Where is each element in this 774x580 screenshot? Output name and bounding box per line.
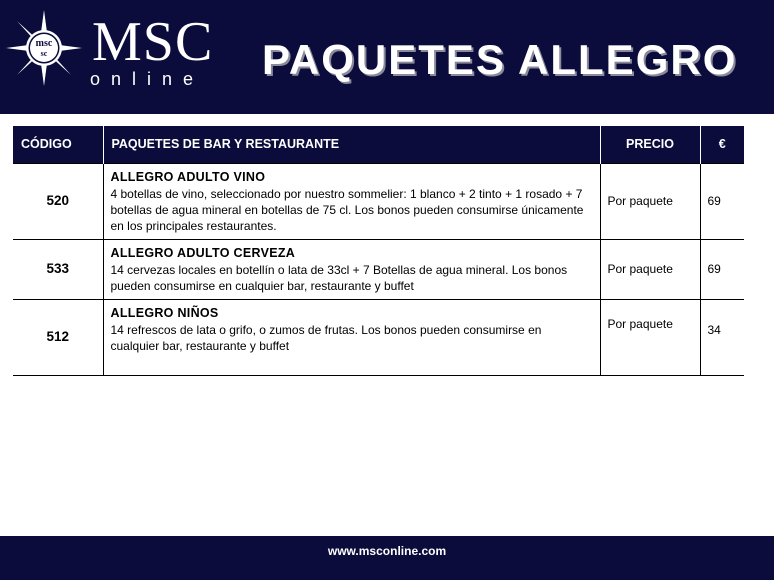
package-code: 533 [13,239,103,299]
package-details [103,163,600,239]
package-code: 512 [13,299,103,375]
package-price: 34 [700,299,744,375]
column-header-code: CÓDIGO [13,126,103,163]
package-name: ALLEGRO ADULTO CERVEZA [110,245,296,260]
package-details [103,239,600,299]
logo-mark-text: msc [35,38,53,49]
msc-online-logo[interactable] [6,8,226,88]
page-footer [0,536,774,580]
package-price-unit: Por paquete [600,239,700,299]
table-row [13,299,744,375]
package-name: ALLEGRO ADULTO VINO [110,169,266,184]
column-header-price: PRECIO [600,126,700,163]
page-title: PAQUETES ALLEGRO [262,36,738,83]
package-price-unit: Por paquete [600,299,700,375]
table-header-row [13,126,744,163]
packages-table [13,126,744,376]
package-details [103,299,600,375]
logo-mark-text-bottom: sc [40,49,48,58]
logo-tagline-text: online [90,69,205,89]
package-description: 14 refrescos de lata o grifo, o zumos de frutas. Los bonos pueden consumirse en cualquier bar, restaurante y buffet [110,322,542,353]
table-row [13,163,744,239]
package-price-unit: Por paquete [600,163,700,239]
page-header [0,0,774,114]
package-price: 69 [700,163,744,239]
package-description: 14 cervezas locales en botellín o lata de 33cl + 7 Botellas de agua mineral. Los bonos pueden consumirse en cualquier bar, restaurante y buffet [110,262,568,293]
table-row [13,239,744,299]
column-header-euro: € [700,126,744,163]
package-code: 520 [13,163,103,239]
package-price: 69 [700,239,744,299]
packages-table-container [13,126,744,376]
package-description: 4 botellas de vino, seleccionado por nuestro sommelier: 1 blanco + 2 tinto + 1 rosado + 7 botellas de agua mineral en botellas de 75 cl. Los bonos pueden consumirse únicamente en los principales restaurantes. [110,186,584,233]
column-header-package: PAQUETES DE BAR Y RESTAURANTE [103,126,600,163]
package-name: ALLEGRO NIÑOS [110,305,219,320]
msc-compass-star-icon [6,10,82,86]
footer-website-link[interactable]: www.msconline.com [327,544,447,558]
logo-brand-text: MSC [92,11,214,73]
